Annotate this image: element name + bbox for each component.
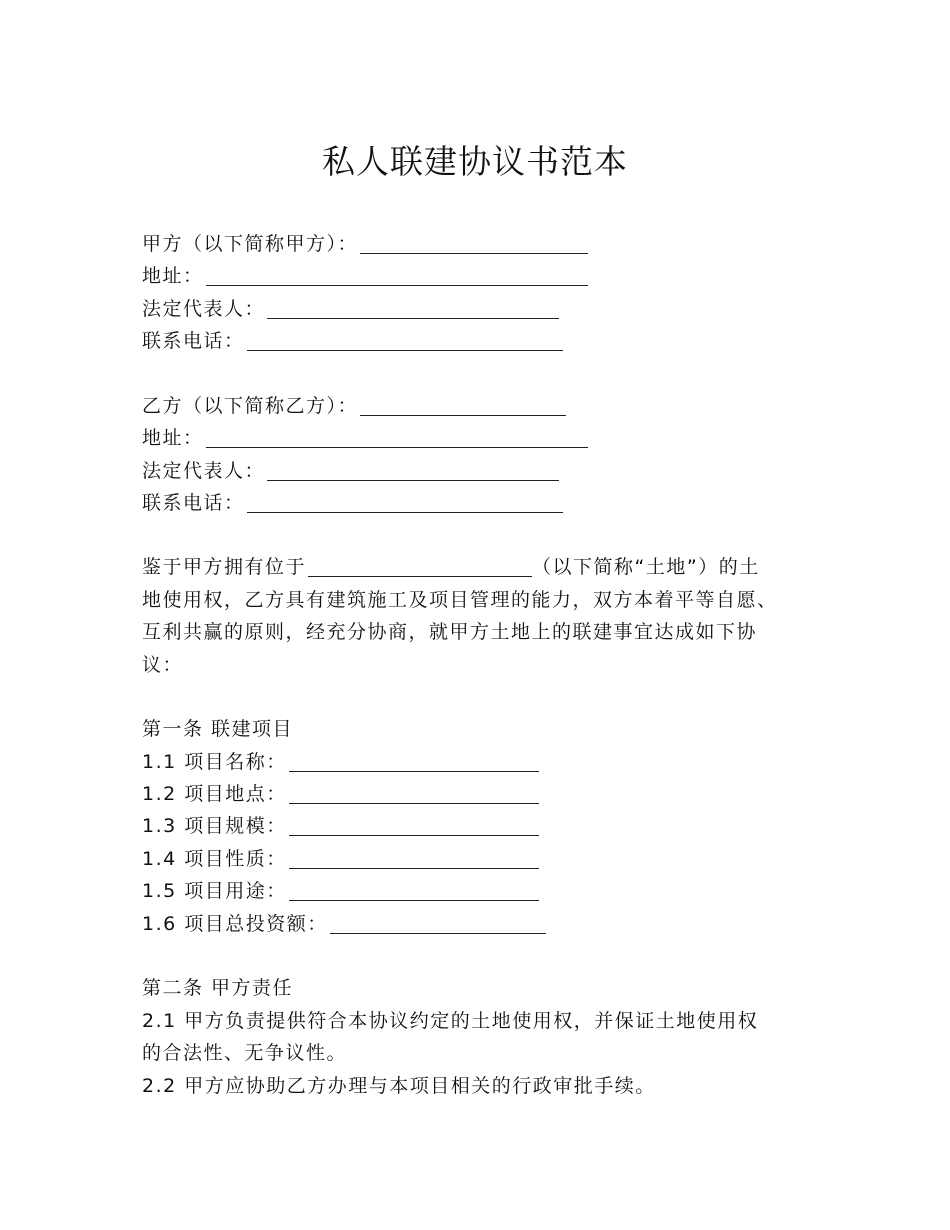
item-label: 1.3 项目规模： xyxy=(142,815,287,837)
party-b-name-blank xyxy=(360,414,566,416)
party-a-address-blank xyxy=(206,284,588,286)
preamble-part-2: （以下简称“土地”）的土 xyxy=(532,556,760,578)
article-1-item xyxy=(142,782,539,806)
item-blank xyxy=(289,867,539,869)
party-a-phone-label: 联系电话： xyxy=(142,330,245,352)
item-blank xyxy=(289,802,539,804)
party-a-rep-label: 法定代表人： xyxy=(142,298,266,320)
item-label: 1.6 项目总投资额： xyxy=(142,913,328,935)
party-a-address-label: 地址： xyxy=(142,265,204,287)
article-2-item-2: 2.2 甲方应协助乙方办理与本项目相关的行政审批手续。 xyxy=(142,1075,656,1097)
party-a-rep-line xyxy=(142,297,559,321)
party-a-address-line xyxy=(142,264,588,288)
article-1-item xyxy=(142,750,539,774)
party-b-address-label: 地址： xyxy=(142,427,204,449)
party-a-phone-blank xyxy=(247,349,563,351)
party-a-phone-line xyxy=(142,329,563,353)
item-blank xyxy=(289,899,539,901)
party-a-name-label: 甲方（以下简称甲方）： xyxy=(142,233,359,255)
party-b-address-blank xyxy=(206,446,588,448)
article-2-item-1-line-2: 的合法性、无争议性。 xyxy=(142,1042,348,1064)
party-b-phone-line xyxy=(142,491,563,515)
party-a-rep-blank xyxy=(267,317,559,319)
preamble-line-3: 互利共赢的原则，经充分协商，就甲方土地上的联建事宜达成如下协 xyxy=(142,621,758,643)
party-b-name-label: 乙方（以下简称乙方）： xyxy=(142,395,359,417)
article-1-item xyxy=(142,847,539,871)
item-label: 1.2 项目地点： xyxy=(142,783,287,805)
item-label: 1.5 项目用途： xyxy=(142,880,287,902)
item-blank xyxy=(330,932,546,934)
party-a-name-line xyxy=(142,232,588,256)
land-location-blank xyxy=(308,575,532,577)
preamble-line-1 xyxy=(142,555,760,579)
article-1-heading: 第一条 联建项目 xyxy=(142,718,294,740)
item-blank xyxy=(289,770,539,772)
party-b-address-line xyxy=(142,426,588,450)
preamble-part-1: 鉴于甲方拥有位于 xyxy=(142,556,307,578)
item-blank xyxy=(289,834,539,836)
party-a-name-blank xyxy=(360,252,588,254)
document-title: 私人联建协议书范本 xyxy=(322,142,628,181)
party-b-rep-label: 法定代表人： xyxy=(142,460,266,482)
article-1-item xyxy=(142,912,546,936)
item-label: 1.1 项目名称： xyxy=(142,751,287,773)
party-b-name-line xyxy=(142,394,566,418)
preamble-line-2: 地使用权，乙方具有建筑施工及项目管理的能力，双方本着平等自愿、 xyxy=(142,589,778,611)
party-b-rep-blank xyxy=(267,479,559,481)
item-label: 1.4 项目性质： xyxy=(142,848,287,870)
party-b-phone-label: 联系电话： xyxy=(142,492,245,514)
article-1-item xyxy=(142,814,539,838)
article-1-item xyxy=(142,879,539,903)
article-2-item-1-line-1: 2.1 甲方负责提供符合本协议约定的土地使用权，并保证土地使用权 xyxy=(142,1010,759,1032)
article-2-heading: 第二条 甲方责任 xyxy=(142,977,294,999)
preamble-line-4: 议： xyxy=(142,654,184,676)
party-b-rep-line xyxy=(142,459,559,483)
party-b-phone-blank xyxy=(247,511,563,513)
